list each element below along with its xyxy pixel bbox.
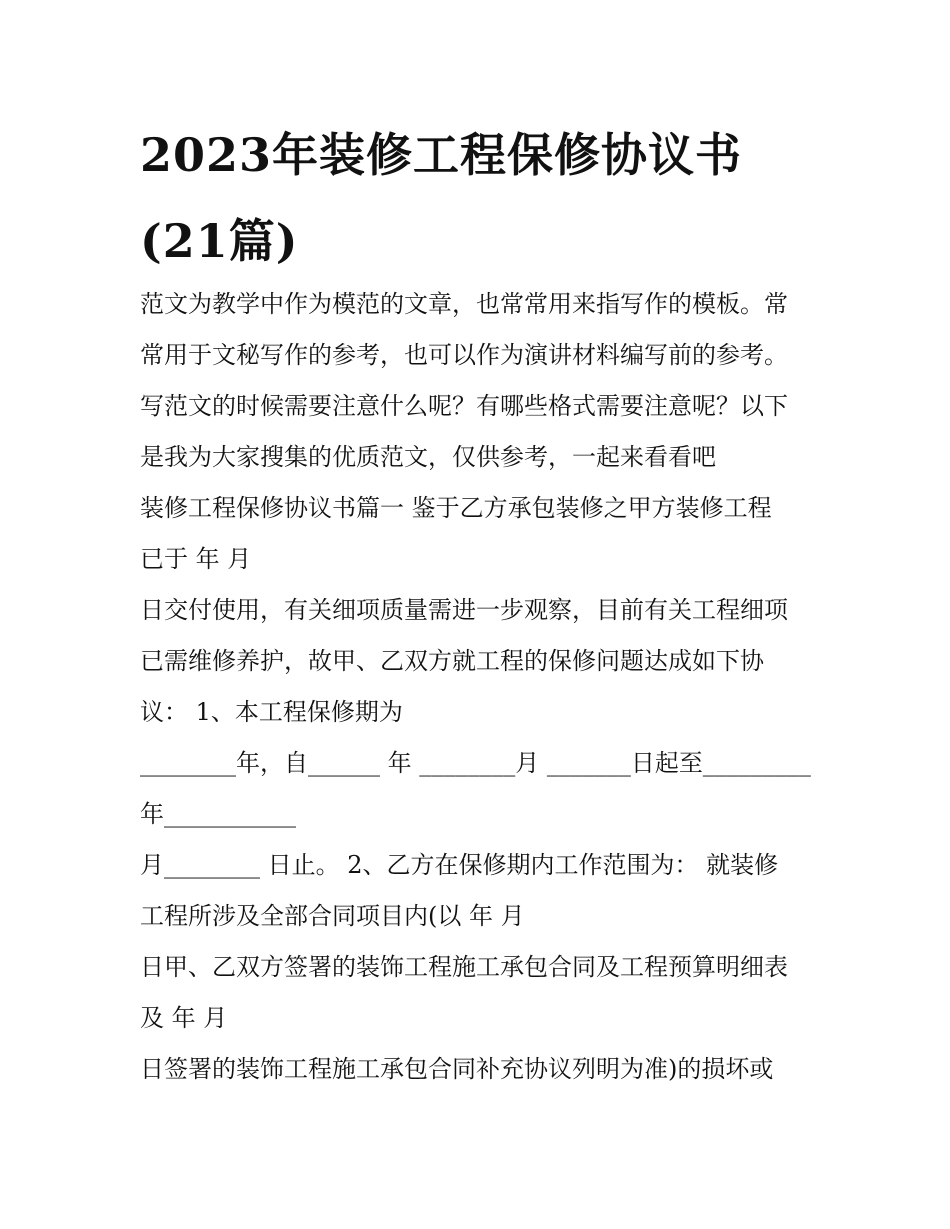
body-line: 工程所涉及全部合同项目内(以 年 月 bbox=[140, 902, 525, 930]
body-line: 日交付使用，有关细项质量需进一步观察，目前有关工程细项 bbox=[140, 596, 788, 624]
title-line-2: (21篇) bbox=[140, 214, 299, 268]
body-line: 日签署的装饰工程施工承包合同补充协议列明为准)的损坏或 bbox=[140, 1055, 774, 1083]
body-line: 议： 1、本工程保修期为 bbox=[140, 698, 403, 726]
body-line: ________年，自______ 年 ________月 _______日起至_________ bbox=[140, 749, 811, 777]
body-line: 装修工程保修协议书篇一 鉴于乙方承包装修之甲方装修工程 bbox=[140, 494, 772, 522]
body-line: 写范文的时候需要注意什么呢？有哪些格式需要注意呢？以下 bbox=[140, 392, 788, 420]
body-line: 范文为教学中作为模范的文章，也常常用来指写作的模板。常 bbox=[140, 290, 788, 318]
body-line: 常用于文秘写作的参考，也可以作为演讲材料编写前的参考。 bbox=[140, 341, 788, 369]
body-line: 年___________ bbox=[140, 800, 296, 828]
document-body bbox=[140, 279, 830, 1095]
body-line: 是我为大家搜集的优质范文，仅供参考，一起来看看吧 bbox=[140, 443, 716, 471]
body-line: 及 年 月 bbox=[140, 1004, 228, 1032]
body-line: 已需维修养护，故甲、乙双方就工程的保修问题达成如下协 bbox=[140, 647, 764, 675]
title-line-1: 2023年装修工程保修协议书 bbox=[140, 128, 743, 182]
document-title bbox=[140, 112, 820, 284]
body-line: 月________ 日止。 2、乙方在保修期内工作范围为： 就装修 bbox=[140, 851, 779, 879]
body-line: 日甲、乙双方签署的装饰工程施工承包合同及工程预算明细表 bbox=[140, 953, 788, 981]
body-line: 已于 年 月 bbox=[140, 545, 252, 573]
